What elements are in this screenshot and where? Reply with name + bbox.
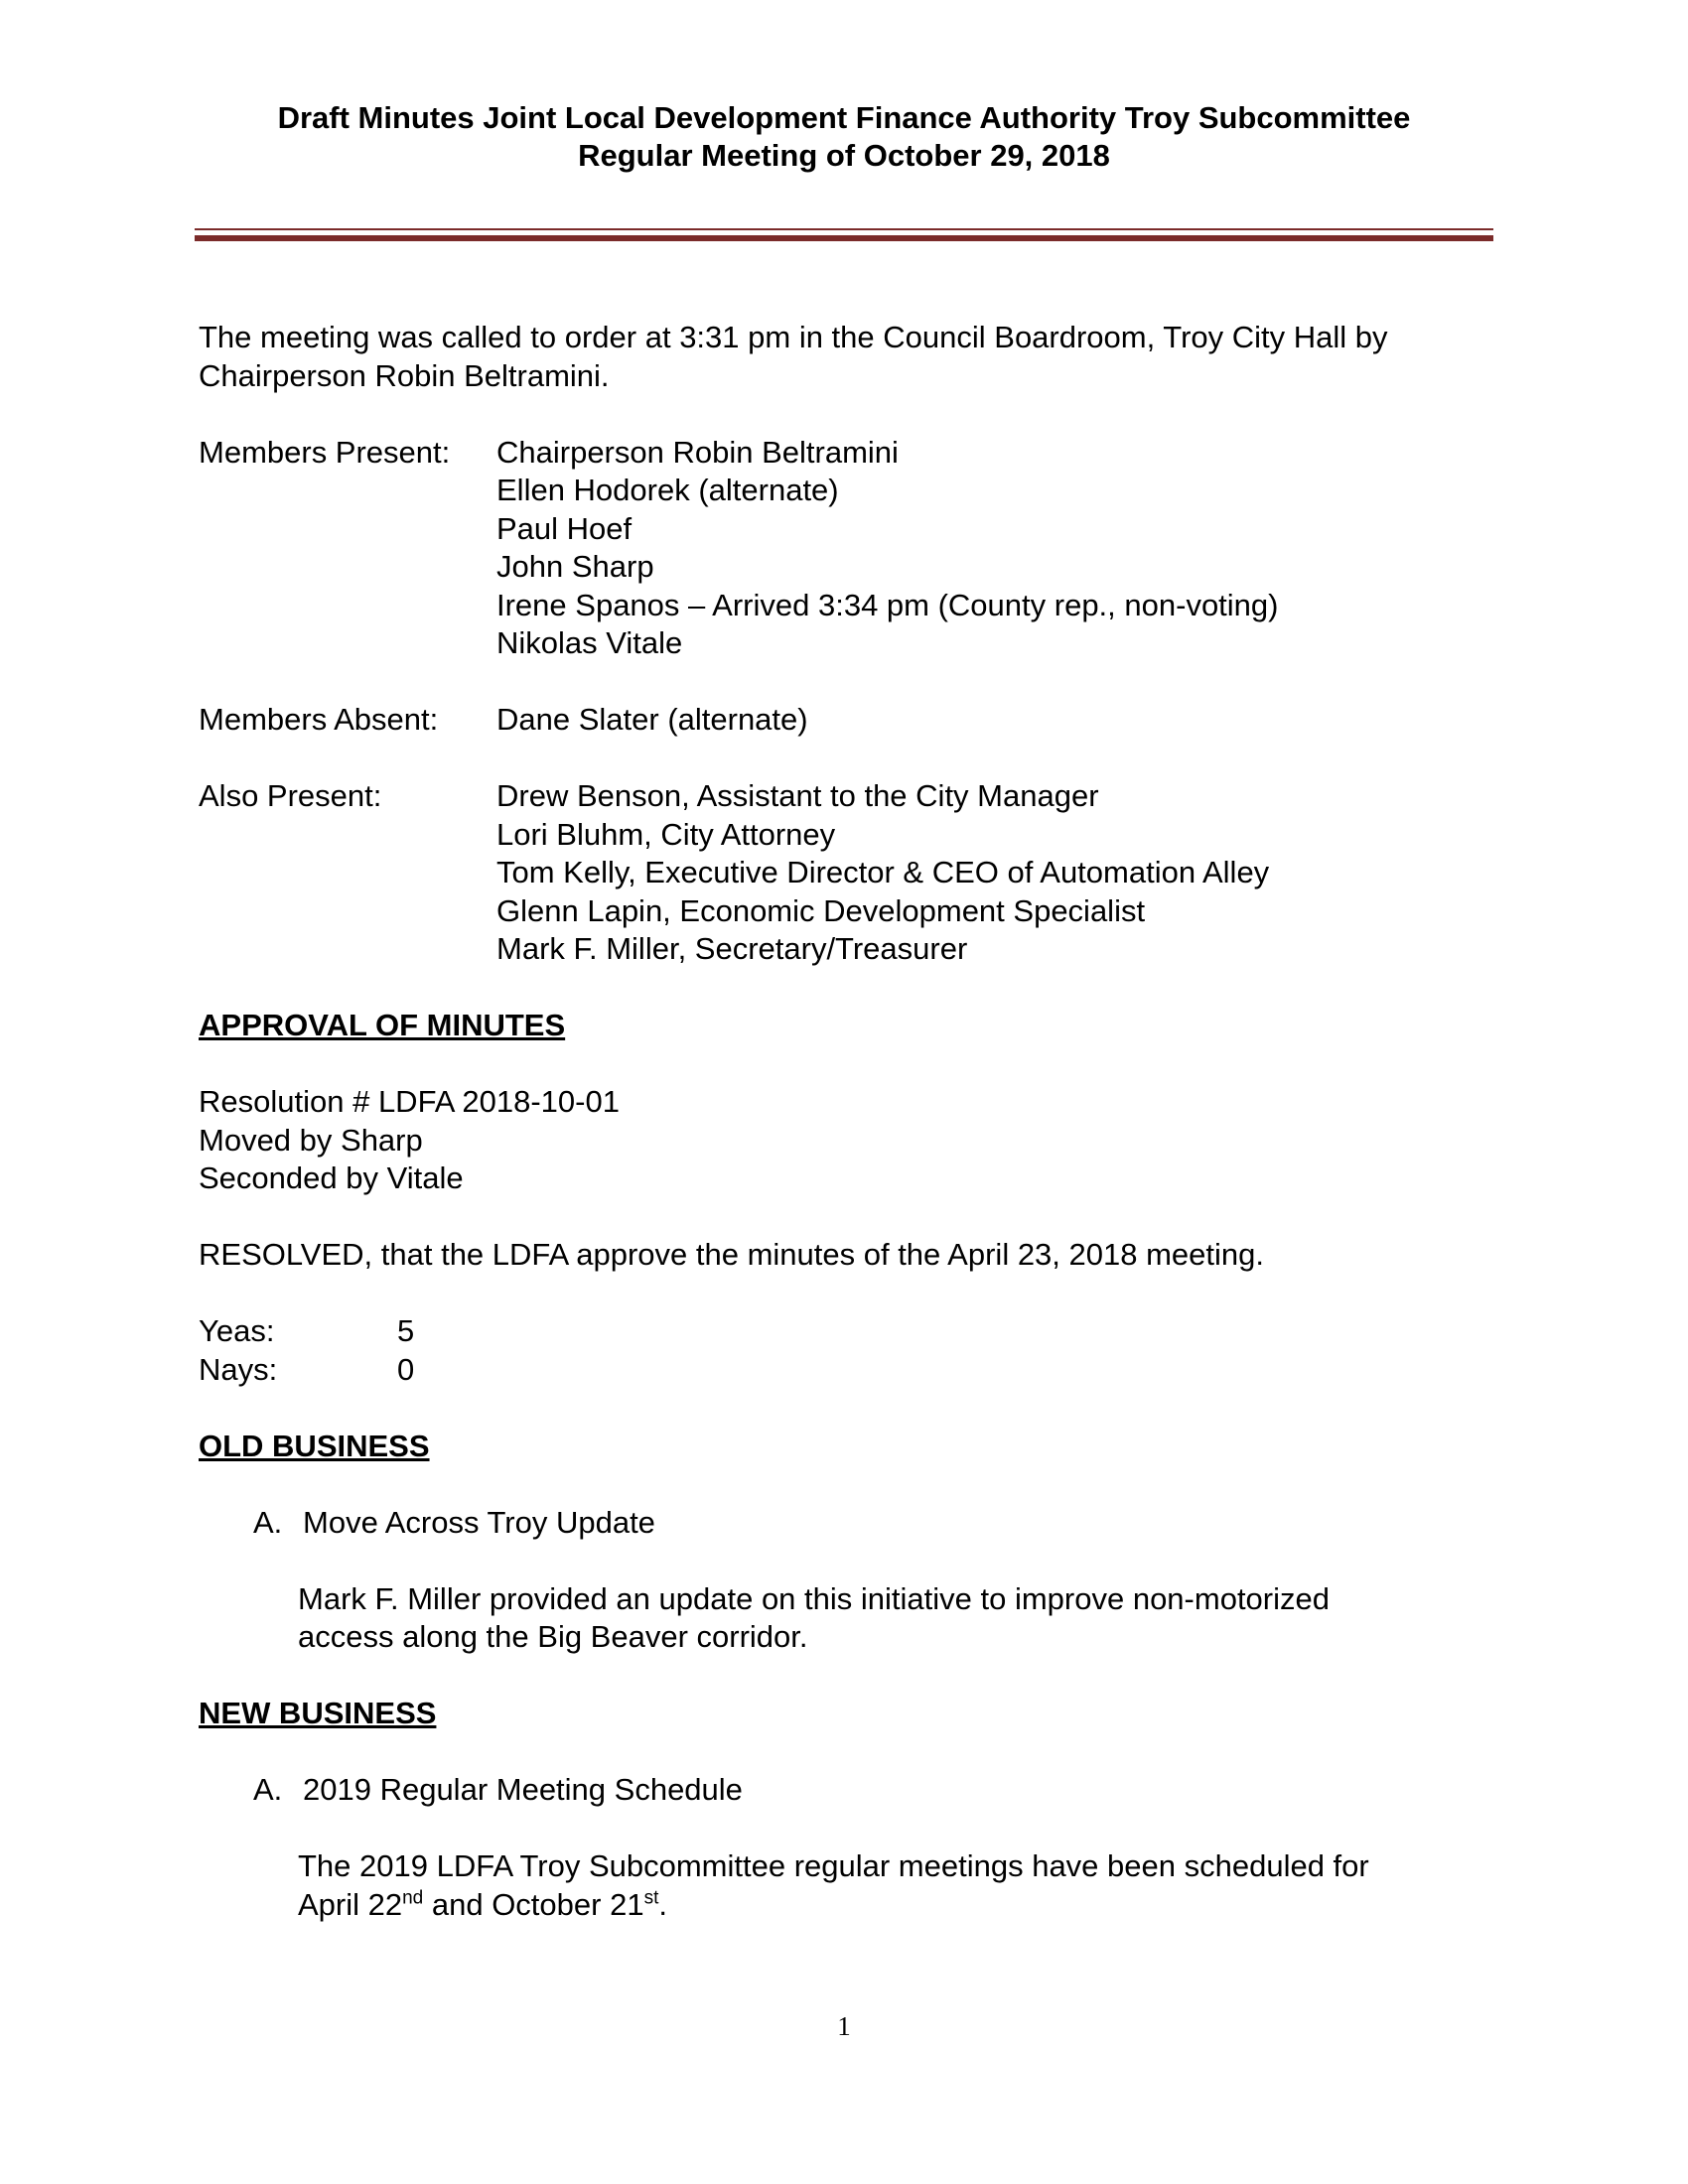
intro-line-2: Chairperson Robin Beltramini. xyxy=(199,357,610,393)
item-letter: A. xyxy=(253,1504,283,1540)
date-april: April 22 xyxy=(298,1886,403,1922)
resolved-text: RESOLVED, that the LDFA approve the minutes of the April 23, 2018 meeting. xyxy=(199,1237,1264,1272)
member-name: Paul Hoef xyxy=(496,510,633,546)
yeas-label: Yeas: xyxy=(199,1313,275,1348)
attendee-name: Tom Kelly, Executive Director & CEO of Automation Alley xyxy=(496,855,1270,889)
item-title: Move Across Troy Update xyxy=(303,1504,655,1540)
document-body xyxy=(199,319,1509,1924)
resolution-number: Resolution # LDFA 2018-10-01 xyxy=(199,1084,620,1119)
new-business-item xyxy=(199,1771,1509,1810)
item-text-line xyxy=(298,1886,1509,1925)
yeas-value: 5 xyxy=(397,1313,415,1348)
item-text-line: The 2019 LDFA Troy Subcommittee regular meetings have been scheduled for xyxy=(298,1848,1369,1883)
new-business-heading: NEW BUSINESS xyxy=(199,1696,437,1730)
title-line-1: Draft Minutes Joint Local Development Finance Authority Troy Subcommittee xyxy=(277,100,1411,135)
member-name: John Sharp xyxy=(496,549,654,584)
page-number: 1 xyxy=(837,2011,851,2041)
item-letter: A. xyxy=(253,1772,283,1807)
member-name: Chairperson Robin Beltramini xyxy=(496,434,899,470)
also-present-section xyxy=(199,777,1509,969)
attendee-name: Mark F. Miller, Secretary/Treasurer xyxy=(496,931,968,966)
member-name: Ellen Hodorek (alternate) xyxy=(496,473,839,507)
old-business-item xyxy=(199,1504,1509,1543)
item-title: 2019 Regular Meeting Schedule xyxy=(303,1772,743,1807)
yeas-row xyxy=(199,1312,1509,1351)
approval-of-minutes-heading: APPROVAL OF MINUTES xyxy=(199,1008,566,1042)
members-absent-label: Members Absent: xyxy=(199,702,439,737)
item-text-line: Mark F. Miller provided an update on this initiative to improve non-motorized xyxy=(298,1580,1330,1616)
absent-member-name: Dane Slater (alternate) xyxy=(496,702,808,737)
members-absent-section xyxy=(199,701,1509,740)
nays-label: Nays: xyxy=(199,1351,278,1387)
attendee-name: Lori Bluhm, City Attorney xyxy=(496,816,836,852)
title-line-2: Regular Meeting of October 29, 2018 xyxy=(578,138,1110,173)
members-present-section xyxy=(199,434,1509,663)
old-business-item-body xyxy=(199,1580,1509,1657)
old-business-heading: OLD BUSINESS xyxy=(199,1428,430,1463)
intro-line-1: The meeting was called to order at 3:31 pm in the Council Boardroom, Troy City Hall by xyxy=(199,320,1388,354)
attendee-name: Glenn Lapin, Economic Development Specialist xyxy=(496,892,1146,928)
attendee-name: Drew Benson, Assistant to the City Manager xyxy=(496,778,1099,813)
members-present-label: Members Present: xyxy=(199,434,451,470)
header-divider-thick xyxy=(195,235,1493,241)
member-name: Nikolas Vitale xyxy=(496,625,683,660)
document-header xyxy=(0,99,1688,175)
sentence-end: . xyxy=(658,1886,667,1922)
member-name: Irene Spanos – Arrived 3:34 pm (County rep., non-voting) xyxy=(496,587,1279,622)
also-present-label: Also Present: xyxy=(199,778,382,813)
header-divider-thin xyxy=(195,228,1493,230)
moved-by: Moved by Sharp xyxy=(199,1122,423,1158)
item-text-line: access along the Big Beaver corridor. xyxy=(298,1619,808,1654)
date-october: and October 21 xyxy=(423,1886,644,1922)
seconded-by: Seconded by Vitale xyxy=(199,1160,464,1195)
ordinal-suffix: st xyxy=(643,1887,659,1909)
ordinal-suffix: nd xyxy=(402,1887,424,1909)
nays-value: 0 xyxy=(397,1351,415,1387)
nays-row xyxy=(199,1351,1509,1390)
new-business-item-body xyxy=(199,1847,1509,1924)
